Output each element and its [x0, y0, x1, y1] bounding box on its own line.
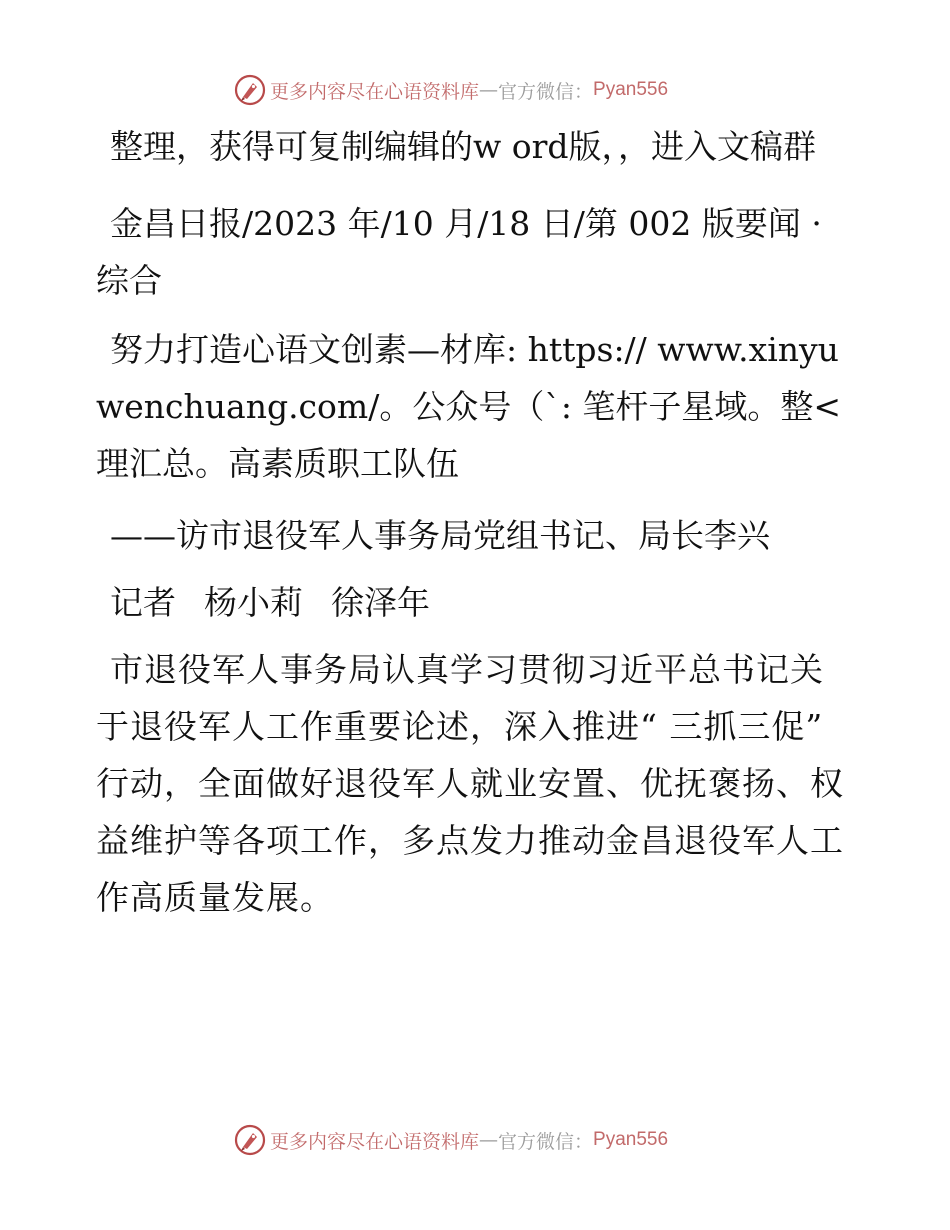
- document-body: [96, 118, 856, 926]
- watermark-wechat-id: Pyan556: [593, 79, 669, 100]
- watermark-label: 官方微信：: [498, 80, 594, 103]
- reporter-name: 徐泽年: [331, 583, 430, 622]
- body-paragraph: 市退役军人事务局认真学习贯彻习近平总书记关于退役军人工作重要论述，深入推进“ 三抓三促” 行动，全面做好退役军人就业安置、优抚褒扬、权益维护等各项工作，多点发力推动金昌退役军人工作高质量发展。: [96, 650, 844, 917]
- byline-label: 记者: [110, 583, 176, 622]
- watermark-footer: [234, 1122, 714, 1158]
- publication-line: 金昌日报/2023 年/10 月/18 日/第 002 版要闻 · 综合: [96, 204, 822, 300]
- watermark-separator: —: [479, 1129, 499, 1151]
- watermark-text: 更多内容尽在心语资料库: [270, 1130, 480, 1153]
- reporter-name: 杨小莉: [204, 583, 303, 622]
- article-subtitle: ——访市退役军人事务局党组书记、局长李兴: [110, 516, 770, 555]
- source-paragraph: 努力打造心语文创素—材库: https:// www.xinyuwenchuang.com/。公众号（`: 笔杆子星域。整<理汇总。高素质职工队伍: [96, 330, 842, 483]
- watermark-label: 官方微信：: [498, 1130, 594, 1153]
- watermark-wechat-id: Pyan556: [593, 1129, 669, 1150]
- pen-nib-logo-icon: [234, 74, 266, 106]
- byline: [96, 574, 856, 631]
- watermark-header: [234, 72, 714, 108]
- intro-paragraph: 整理，获得可复制编辑的w ord版，，进入文稿群: [110, 127, 817, 166]
- watermark-text: 更多内容尽在心语资料库: [270, 80, 480, 103]
- watermark-separator: —: [479, 79, 499, 101]
- pen-nib-logo-icon: [234, 1124, 266, 1156]
